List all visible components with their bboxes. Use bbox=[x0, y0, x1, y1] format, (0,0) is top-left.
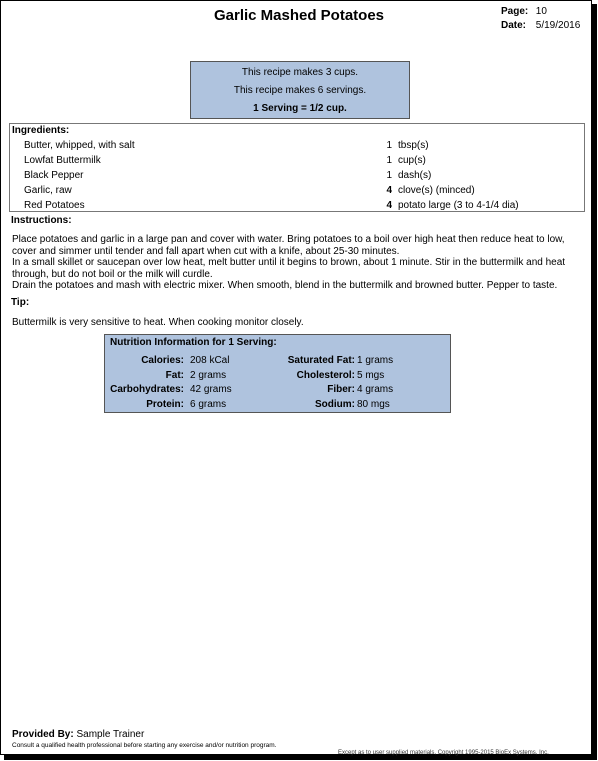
page-shadow-right bbox=[592, 4, 597, 760]
nutrient-label: Fat: bbox=[165, 369, 184, 381]
provided-value: Sample Trainer bbox=[76, 729, 145, 740]
ingredient-qty: 1 bbox=[386, 155, 392, 166]
yield-servings: This recipe makes 6 servings. bbox=[233, 85, 367, 96]
nutrition-box bbox=[104, 334, 451, 413]
provided-by bbox=[12, 729, 144, 740]
nutrition-row bbox=[105, 369, 450, 384]
nutrient-value: 1 grams bbox=[357, 355, 394, 366]
ingredient-row bbox=[10, 153, 584, 168]
ingredient-row bbox=[10, 138, 584, 153]
copyright-notice: Except as to user supplied materials, Copyright 1995-2015 BioEx Systems, Inc. bbox=[338, 750, 549, 756]
ingredient-name: Butter, whipped, with salt bbox=[24, 140, 135, 151]
nutrient-label: Sodium: bbox=[315, 398, 355, 410]
ingredient-name: Garlic, raw bbox=[24, 185, 72, 196]
nutrition-row bbox=[105, 383, 450, 398]
nutrient-value: 80 mgs bbox=[357, 398, 390, 410]
nutrition-heading: Nutrition Information for 1 Serving: bbox=[110, 337, 277, 348]
ingredient-unit: cup(s) bbox=[398, 155, 426, 166]
yield-box bbox=[190, 61, 410, 119]
instruction-paragraph: In a small skillet or saucepan over low heat, melt butter until it begins to brown, about 1 minute. Stir in the buttermilk and heat through, but do not boil or the milk will curdle. bbox=[12, 257, 566, 280]
tip-text: Buttermilk is very sensitive to heat. When cooking monitor closely. bbox=[12, 317, 304, 328]
ingredient-qty: 4 bbox=[386, 185, 392, 196]
instruction-paragraph: Drain the potatoes and mash with electric mixer. When smooth, blend in the buttermilk and browned butter. Pepper to taste. bbox=[12, 280, 558, 292]
page-value: 10 bbox=[535, 6, 547, 17]
ingredient-row bbox=[10, 168, 584, 183]
nutrient-value: 6 grams bbox=[190, 398, 227, 410]
yield-cups: This recipe makes 3 cups. bbox=[241, 67, 359, 78]
ingredient-name: Black Pepper bbox=[24, 170, 84, 181]
nutrient-value: 5 mgs bbox=[357, 369, 385, 381]
ingredient-name: Lowfat Buttermilk bbox=[24, 155, 101, 166]
nutrient-label: Saturated Fat: bbox=[287, 355, 355, 366]
nutrient-value: 2 grams bbox=[190, 369, 227, 381]
provided-label: Provided By: bbox=[12, 729, 74, 740]
page-number bbox=[501, 6, 547, 17]
nutrient-value: 42 grams bbox=[190, 384, 232, 395]
ingredient-qty: 1 bbox=[386, 170, 392, 181]
serving-size: 1 Serving = 1/2 cup. bbox=[253, 103, 347, 114]
instructions-heading: Instructions: bbox=[11, 215, 72, 226]
nutrition-row bbox=[105, 354, 450, 369]
ingredient-qty: 1 bbox=[386, 140, 392, 151]
nutrient-value: 4 grams bbox=[357, 384, 394, 395]
ingredients-box bbox=[9, 123, 585, 212]
nutrient-label: Protein: bbox=[146, 398, 184, 410]
page-label: Page: bbox=[501, 6, 529, 17]
nutrition-row bbox=[105, 398, 450, 413]
disclaimer: Consult a qualified health professional before starting any exercise and/or nutrition program. bbox=[12, 742, 277, 749]
ingredient-unit: dash(s) bbox=[398, 170, 432, 181]
nutrient-label: Fiber: bbox=[327, 384, 355, 395]
instruction-paragraph: Place potatoes and garlic in a large pan and cover with water. Bring potatoes to a boil over high heat then reduce heat to low, cover and simmer until tender and fall apart when cut with a knife, about 25-30 minutes. bbox=[12, 234, 565, 257]
nutrient-label: Carbohydrates: bbox=[110, 384, 184, 395]
instructions-body bbox=[12, 234, 582, 292]
tip-heading: Tip: bbox=[11, 297, 30, 308]
ingredient-row bbox=[10, 183, 584, 198]
nutrient-label: Calories: bbox=[141, 355, 184, 366]
ingredient-row bbox=[10, 198, 584, 213]
nutrient-label: Cholesterol: bbox=[296, 369, 355, 381]
ingredient-unit: tbsp(s) bbox=[398, 140, 429, 151]
ingredient-qty: 4 bbox=[386, 200, 392, 211]
ingredient-unit: clove(s) (minced) bbox=[398, 185, 475, 196]
recipe-title: Garlic Mashed Potatoes bbox=[213, 7, 385, 24]
ingredient-unit: potato large (3 to 4-1/4 dia) bbox=[398, 200, 519, 211]
date-value: 5/19/2016 bbox=[535, 20, 581, 31]
ingredients-heading: Ingredients: bbox=[12, 125, 70, 136]
print-date bbox=[501, 20, 580, 31]
ingredient-name: Red Potatoes bbox=[24, 200, 85, 211]
date-label: Date: bbox=[501, 20, 527, 31]
nutrient-value: 208 kCal bbox=[190, 355, 230, 366]
